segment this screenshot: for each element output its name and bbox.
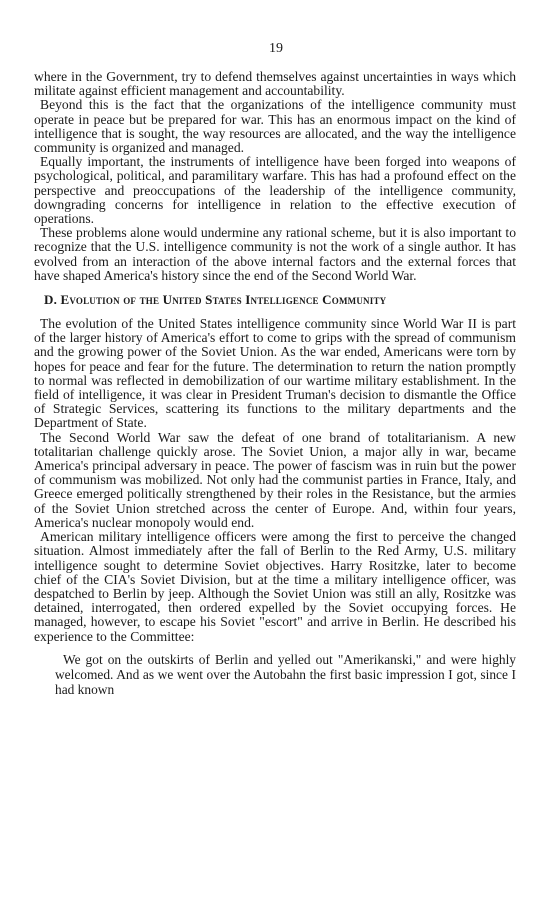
- section-heading: D. Evolution of the United States Intelligence Community: [44, 292, 387, 308]
- paragraph-section-3: American military intelligence officers were among the first to perceive the changed situation. Almost immediately after the fall of Berlin to the Red Army, U.S. military intelligence sought to determine Soviet objectives. Harry Rositzke, later to become chief of the CIA's Soviet Division, but at the time a military intelligence officer, was despatched to Berlin by jeep. Although the Soviet Union was still an ally, Rositzke was detained, interrogated, then ordered expelled by the Soviet occupying forces. He managed, however, to escape his Soviet "escort" and arrive in Berlin. He described his experience to the Committee:: [34, 529, 516, 644]
- block-quote: We got on the outskirts of Berlin and yelled out "Amerikanski," and were highly welcomed. And as we went over the Autobahn the first basic impression I got, since I had known: [55, 651, 516, 697]
- paragraph-section-1: The evolution of the United States intelligence community since World War II is part of the larger history of America's effort to come to grips with the spread of communism and the growing power of the Soviet Union. As the war ended, Americans were torn by hopes for peace and fear for the future. The determination to return the nation promptly to normal was reflected in demobilization of our wartime military establishment. In the field of intelligence, it was clear in President Truman's decision to dismantle the Office of Strategic Services, scattering its functions to the military departments and the Department of State.: [34, 316, 516, 431]
- page-number: 19: [269, 41, 283, 56]
- paragraph-section-2: The Second World War saw the defeat of one brand of totalitarianism. A new totalitarian challenge quickly arose. The Soviet Union, a major ally in war, became America's principal adversary in peace. The power of fascism was in ruin but the power of communism was mobilized. Not only had the communist parties in France, Italy, and Greece emerged politically strengthened by their roles in the Resistance, but the armies of the Soviet Union stretched across the center of Europe. And, within four years, America's nuclear monopoly would end.: [34, 429, 516, 530]
- paragraph-intro-4: These problems alone would undermine any rational scheme, but it is also important to recognize that the U.S. intelligence community is not the work of a single author. It has evolved from an interaction of the above internal factors and the external forces that have shaped America's history since the end of the Second World War.: [34, 225, 516, 283]
- paragraph-intro-3: Equally important, the instruments of intelligence have been forged into weapons of psychological, political, and paramilitary warfare. This has had a profound effect on the perspective and preoccupations of the leadership of the intelligence community, downgrading concerns for intelligence in relation to the effective execution of operations.: [34, 154, 516, 227]
- body-text: [34, 70, 516, 697]
- paragraph-intro-1: where in the Government, try to defend themselves against uncertainties in ways which militate against efficient management and accountability.: [34, 69, 516, 99]
- paragraph-intro-2: Beyond this is the fact that the organizations of the intelligence community must operate in peace but be prepared for war. This has an enormous impact on the kind of intelligence that is sought, the way resources are allocated, and the way the intelligence community is organized and managed.: [34, 97, 516, 156]
